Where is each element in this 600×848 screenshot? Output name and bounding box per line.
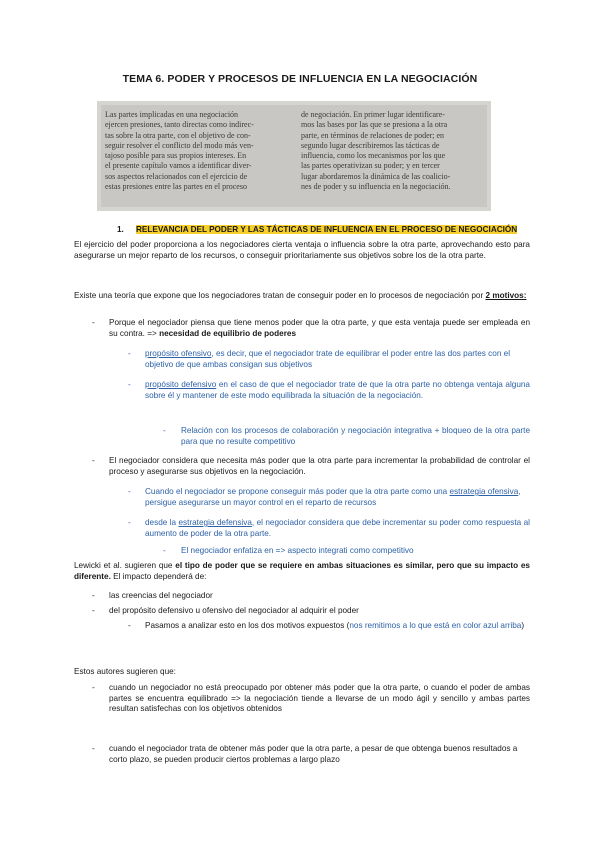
- authors-suggest-paragraph: Estos autores sugieren que:: [74, 667, 176, 676]
- bullet-beliefs: las creencias del negociador: [109, 591, 213, 600]
- lewicki-paragraph: Lewicki et al. sugieren que el tipo de poder que se requiere en ambas situaciones es similar, pero que su impacto es diferente. El impacto dependerá de:: [74, 561, 530, 581]
- bullet-dash: -: [128, 487, 131, 496]
- bullet-balanced-power: cuando un negociador no está preocupado por obtener más poder que la otra parte, o cuando el poder de ambas partes se encuentra equilibrado => la negociación tiende a llevarse de un modo ágil y sencillo y ambas partes resultan satisfechas con los objetivos obtenidos: [109, 683, 530, 713]
- bullet-motive-1: Porque el negociador piensa que tiene menos poder que la otra parte, y que esta ventaja puede ser empleada en su contra. => necesidad de equilibrio de poderes: [109, 318, 530, 338]
- bullet-more-power: cuando el negociador trata de obtener más poder que la otra parte, a pesar de que obtenga buenos resultados a corto plazo, se pueden producir ciertos problemas a largo plazo: [109, 744, 518, 764]
- bullet-defensive-purpose: propósito defensivo en el caso de que el negociador trate de que la otra parte no obtenga ventaja alguna sobre él y mantener de este modo equilibrada la situación de la negociación.: [145, 380, 530, 400]
- scanned-excerpt-image: [97, 101, 491, 211]
- intro-paragraph: El ejercicio del poder proporciona a los negociadores cierta ventaja o influencia sobre la otra parte, aprovechando esto para asegurarse un mejor reparto de los recursos, o conseguir prioritariamente sus objetivos sobre los de la otra parte.: [74, 240, 530, 260]
- section-heading: RELEVANCIA DEL PODER Y LAS TÁCTICAS DE INFLUENCIA EN EL PROCESO DE NEGOCIACIÓN: [136, 225, 518, 234]
- bullet-dash: -: [92, 591, 95, 600]
- scan-right-column: de negociación. En primer lugar identificare- mos las bases por las que se presiona a la otra parte, en términos de relaciones de poder; en segundo lugar describiremos las tácticas de influencia, como los mecanismos por los que las partes operativizan su poder; y en tercer lugar abordaremos la dinámica de las coalicio- nes de poder y su influencia en la negociación.: [301, 110, 451, 192]
- section-number: 1.: [117, 225, 124, 234]
- bullet-dash: -: [128, 349, 131, 358]
- bullet-dash: -: [128, 380, 131, 389]
- bullet-dash: -: [163, 426, 166, 435]
- bullet-dash: -: [128, 518, 131, 527]
- bullet-offensive-purpose: propósito ofensivo, es decir, que el negociador trate de equilibrar el poder entre las dos partes con el objetivo de que ambas consigan sus objetivos: [145, 349, 511, 369]
- bullet-offensive-strategy: Cuando el negociador se propone conseguir más poder que la otra parte como una estrategia ofensiva, persigue asegurarse un mayor control en el reparto de recursos: [145, 487, 521, 507]
- bullet-emphasis: El negociador enfatiza en => aspecto integrati como competitivo: [181, 546, 414, 555]
- bullet-motive-2: El negociador considera que necesita más poder que la otra parte para incrementar la probabilidad de controlar el proceso y asegurarse sus objetivos en la negociación.: [109, 456, 530, 476]
- bullet-dash: -: [92, 606, 95, 615]
- bullet-dash: -: [92, 456, 95, 465]
- bullet-relation-collaboration: Relación con los procesos de colaboración y negociación integrativa + bloqueo de la otra parte para que no resulte competitivo: [181, 426, 530, 446]
- bullet-dash: -: [163, 546, 166, 555]
- bullet-dash: -: [92, 744, 95, 753]
- bullet-dash: -: [128, 621, 131, 630]
- scan-left-column: Las partes implicadas en una negociación ejercen presiones, tanto directas como indirec- tas sobre la otra parte, con el objetivo de con- seguir resolver el conflicto del modo más ven- tajoso posible para sus propios intereses. En el presente capítulo vamos a identificar diver- sos aspectos relacionados con el ejercicio de estas presiones entre las partes en el proceso: [105, 110, 254, 192]
- bullet-purpose: del propósito defensivo u ofensivo del negociador al adquirir el poder: [109, 606, 359, 615]
- page-title: TEMA 6. PODER Y PROCESOS DE INFLUENCIA EN LA NEGOCIACIÓN: [122, 73, 478, 85]
- bullet-dash: -: [92, 683, 95, 692]
- bullet-dash: -: [92, 318, 95, 327]
- bullet-defensive-strategy: desde la estrategia defensiva, el negociador considera que debe incrementar su poder como respuesta al aumento de poder de la otra parte.: [145, 518, 530, 538]
- theory-paragraph: Existe una teoría que expone que los negociadores tratan de conseguir poder en lo procesos de negociación por 2 motivos:: [74, 291, 527, 300]
- bullet-analysis-note: Pasamos a analizar esto en los dos motivos expuestos (nos remitimos a lo que está en color azul arriba): [145, 621, 525, 630]
